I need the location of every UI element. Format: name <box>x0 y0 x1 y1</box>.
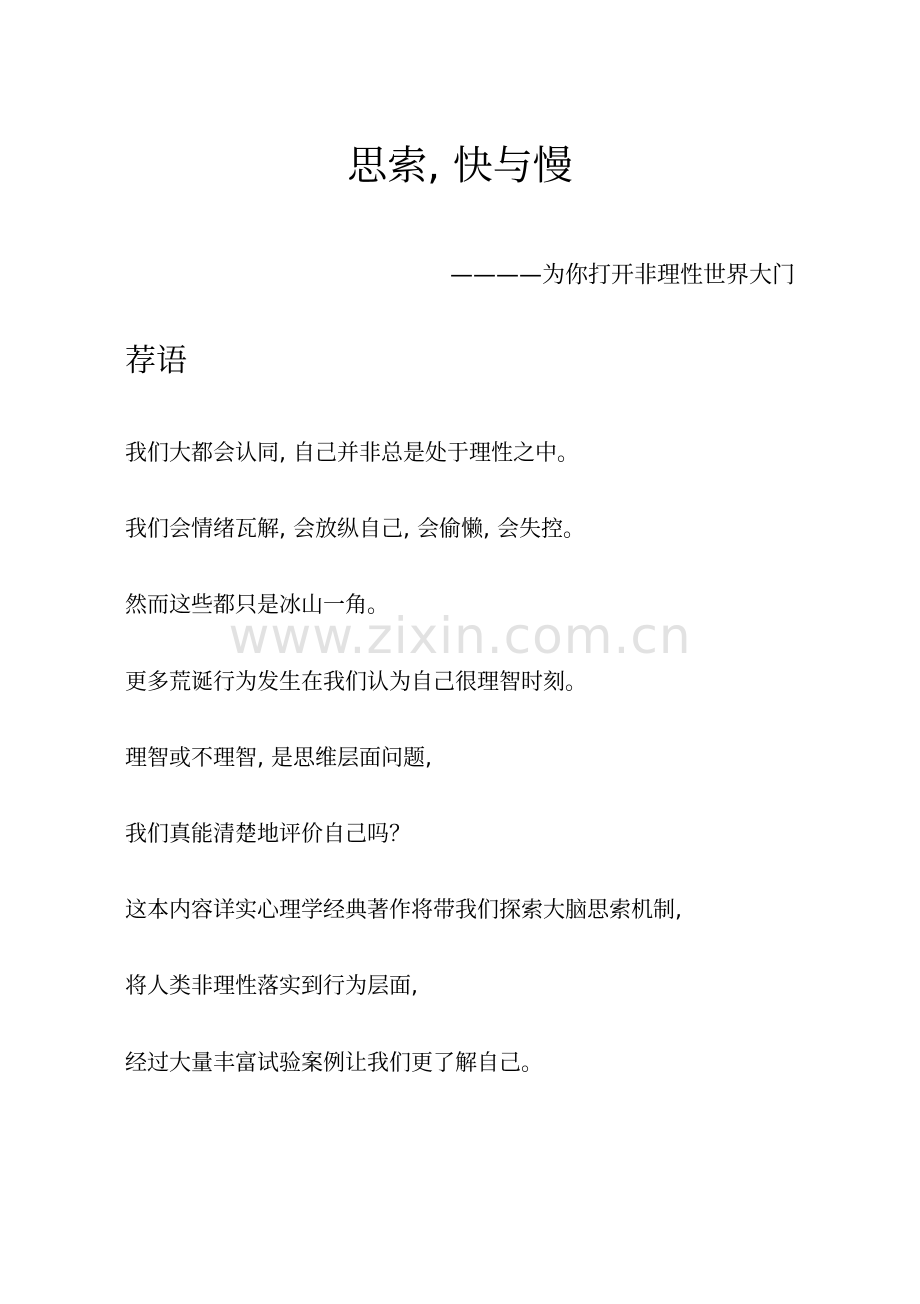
body-line: 我们真能清楚地评价自己吗？ <box>125 821 412 847</box>
body-line: 这本内容详实心理学经典著作将带我们探索大脑思索机制, <box>125 898 682 924</box>
document-subtitle: ————为你打开非理性世界大门 <box>450 262 795 288</box>
watermark: www.zixin.com.cn <box>228 607 692 665</box>
body-line: 我们大都会认同, 自己并非总是处于理性之中。 <box>125 441 579 466</box>
body-line: 更多荒诞行为发生在我们认为自己很理智时刻。 <box>125 669 588 695</box>
body-line: 经过大量丰富试验案例让我们更了解自己。 <box>125 1050 544 1076</box>
body-text <box>125 437 825 1123</box>
body-line: 我们会情绪瓦解, 会放纵自己, 会偷懒, 会失控。 <box>125 517 585 543</box>
document-title: 思索, 快与慢 <box>347 143 573 189</box>
body-line: 然而这些都只是冰山一角。 <box>125 593 390 619</box>
body-line: 理智或不理智, 是思维层面问题, <box>125 745 432 771</box>
section-heading: 荐语 <box>125 343 187 379</box>
body-line: 将人类非理性落实到行为层面, <box>125 974 418 1000</box>
